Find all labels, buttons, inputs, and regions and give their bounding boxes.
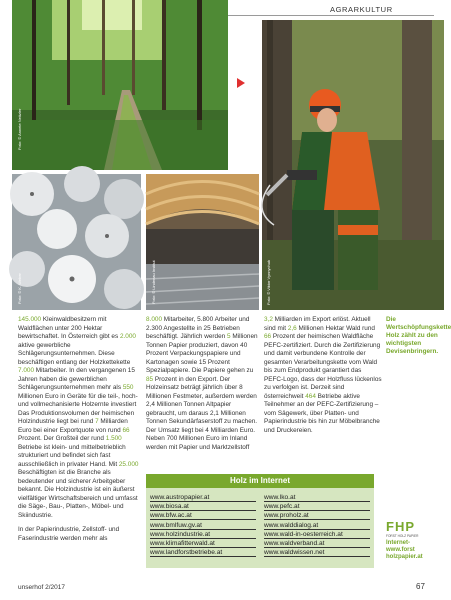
side-note: Die Wertschöpfungskette Holz zählt zu den wichtigsten Devisenbringern. xyxy=(386,316,451,355)
header-rule xyxy=(228,15,434,16)
forest-worker-photo xyxy=(262,20,444,310)
paragraph: Das Produktionsvolumen der heimischen Holzindustrie liegt bei rund 7 Milliarden Euro bei einer Exportquote von rund 66 Prozent. Der Großteil der rund 1.500 Betriebe ist klein- und mittelbetrieblich strukturiert und befindet sich fast ausschließlich in privater Hand. Mit 25.000 Beschäftigten ist die Branche als bedeutender und sicherer Arbeitgeber bekannt. Die Holzindustrie ist ein äußerst vielfältiger Wirtschaftsbereich und umfasst die Säge-, Bau-, Platten-, Möbel- und Skiindustrie. xyxy=(18,409,139,519)
links-left xyxy=(150,494,256,558)
fhp-tagline: FORST HOLZ PAPIER xyxy=(386,534,419,538)
photo-credit: Foto: © Viktor Vynnychuk xyxy=(266,260,271,305)
link[interactable]: www.landforstbetriebe.at xyxy=(150,549,256,557)
link[interactable]: www.proholz.at xyxy=(264,512,370,520)
photo-credit: Foto: © Annete Neitzler xyxy=(17,108,22,150)
link[interactable]: www.biosa.at xyxy=(150,503,256,511)
link[interactable]: www.klimafitterwald.at xyxy=(150,540,256,548)
link[interactable]: www.waldverband.at xyxy=(264,540,370,548)
paragraph: In der Papierindustrie, Zellstoff- und Faserindustrie werden mehr als xyxy=(18,526,120,542)
photo-credit: Foto: © Lindenau Institut xyxy=(151,260,156,304)
fhp-link-line: Internet- xyxy=(386,540,410,546)
footer-issue: unserhof 2/2017 xyxy=(18,584,65,591)
text-column-2 xyxy=(146,316,258,452)
page-number: 67 xyxy=(416,582,425,591)
links-right xyxy=(264,494,370,558)
link[interactable]: www.bfw.ac.at xyxy=(150,512,256,520)
link[interactable]: www.walddialog.at xyxy=(264,522,370,530)
paper-rolls-photo xyxy=(12,174,141,310)
link[interactable]: www.pefc.at xyxy=(264,503,370,511)
forest-path-photo xyxy=(12,0,228,170)
fhp-logo-mark: FHP xyxy=(386,519,415,534)
section-header: AGRARKULTUR xyxy=(330,5,393,14)
link[interactable]: www.holzindustrie.at xyxy=(150,531,256,539)
link[interactable]: www.austropapier.at xyxy=(150,494,256,502)
text-column-1 xyxy=(18,316,142,543)
text-column-3 xyxy=(264,316,382,435)
link[interactable]: www.lko.at xyxy=(264,494,370,502)
paragraph: 8.000 Mitarbeiter, 5.800 Arbeiter und 2.300 Angestellte in 25 Betrieben beschäftigt. Jährlich werden 5 Millionen Tonnen Papier produziert, davon 40 Prozent Verpackungspapiere und Kartonagen sowie 15 Prozent Spezialpapiere. Die Papiere gehen zu 85 Prozent in den Export. Der Holzeinsatz beträgt jährlich über 8 Millionen Festmeter, außerdem werden 2,4 Millionen Tonnen Altpapier gebraucht, um daraus 2,1 Millionen Tonnen Sekundärfaserstoff zu machen. Der Umsatz liegt bei 4 Milliarden Euro. Neben 700 Millionen Euro im Inland werden mit Papier und Marktzellstoff xyxy=(146,316,258,451)
photo-credit: Foto: © K. Weber xyxy=(17,273,22,304)
paragraph: 145.000 Kleinwaldbesitzern mit Waldflächen unter 200 Hektar bewirtschaftet. In Österreich gibt es 2.000 aktive gewerbliche Schlägerungsunternehmen. Diese beschäftigen entlang der Holzkettekette 7.000 Mitarbeiter. In den vergangenen 15 Jahren haben die gewerblichen Schlägerungsunternehmen mehr als 550 Millionen Euro in Geräte für die teil-, hoch- und vollmechanisierte Holzernte investiert xyxy=(18,316,138,408)
link[interactable]: www.waldwissen.net xyxy=(264,549,370,557)
fhp-link-line[interactable]: www.forst xyxy=(386,547,415,553)
link[interactable]: www.wald-in-oesterreich.at xyxy=(264,531,370,539)
links-title: Holz im Internet xyxy=(146,474,374,488)
fhp-link-line[interactable]: holzpapier.at xyxy=(386,554,423,560)
link[interactable]: www.bmlfuw.gv.at xyxy=(150,522,256,530)
fhp-logo xyxy=(386,520,440,561)
wooden-hall-photo xyxy=(146,174,259,310)
paragraph: 3,2 Milliarden im Export erlöst. Aktuell sind mit 2,6 Millionen Hektar Wald rund 66 Prozent der heimischen Waldfläche PEFC-zertifiziert. Durch die Zertifizierung und damit verbundene Kontrolle der gesamten Verarbeitungskette vom Wald bis zum Endprodukt garantiert das PEFC-Logo, dass der Holzfluss lückenlos zu verfolgen ist. Derzeit sind österreichweit 464 Betriebe aktive Teilnehmer an der PEFC-Zertifizierung – vom Sägewerk, über Platten- und Papierindustrie bis hin zur Möbelbranche und Druckereien. xyxy=(264,316,382,434)
